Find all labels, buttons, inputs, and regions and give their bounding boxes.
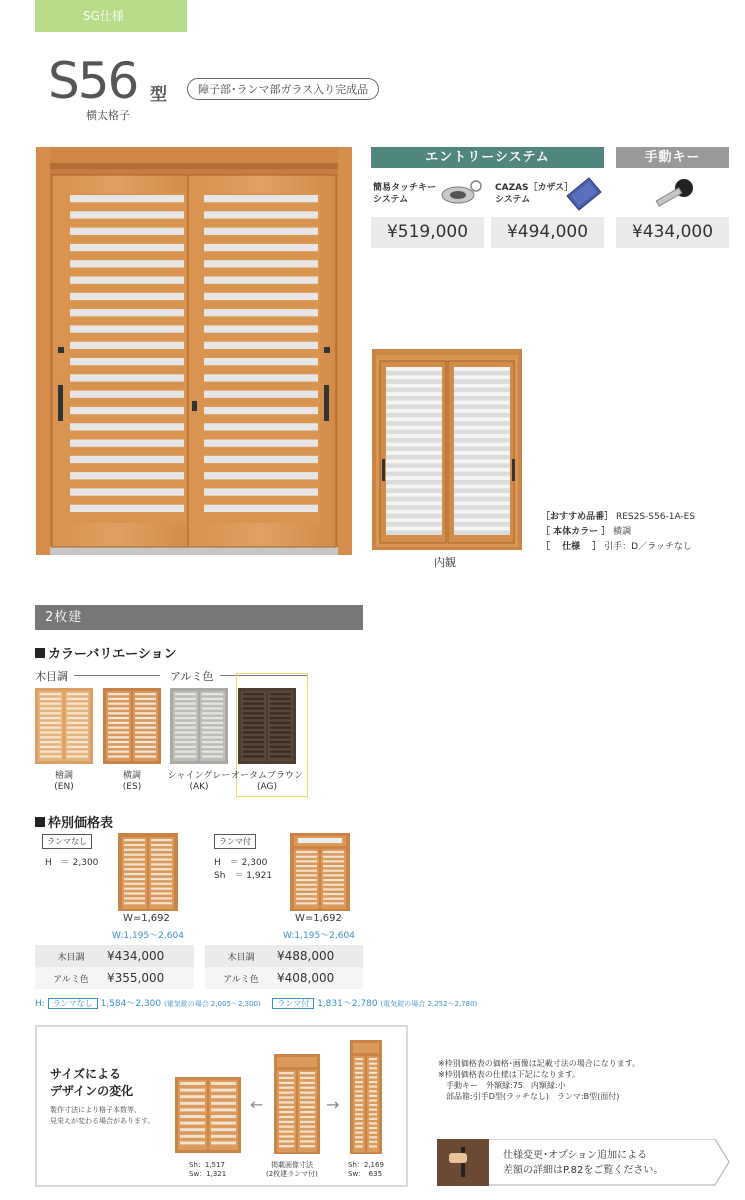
footnote-1: ※枠別価格表の価格･画像は記載寸法の場合になります。 [438, 1059, 641, 1068]
color-variation-heading [35, 643, 177, 662]
touch-key-label [373, 182, 436, 206]
option-info-line1: 仕様変更･オプション追加による [503, 1150, 648, 1161]
cazas-key-label [495, 182, 573, 206]
tall-narrow-door-example [350, 1040, 382, 1154]
color-swatch-label [228, 771, 306, 793]
price-manual-key: ¥434,000 [616, 217, 729, 248]
spec-spec-label: ［ 仕様 ］ [541, 542, 602, 552]
manual-key-header: 手動キー [616, 147, 729, 168]
size-change-desc-line1: 製作寸法により格子本数等、 [50, 1106, 141, 1114]
height-note-elec-with-transom: (電気錠の場合 2,252～2,780) [380, 1000, 478, 1008]
standard-door-caption-line1: 掲載画像寸法 [270, 1161, 313, 1169]
spec-recommended [541, 509, 695, 522]
right-height: H ＝ 2,300 [214, 858, 268, 868]
spec-spec-value: 引手：D／ラッチなし [604, 542, 692, 552]
section-title-bar: 2枚建 [35, 605, 363, 630]
color-swatch-2[interactable] [170, 688, 228, 764]
right-row-wood-value: ¥488,000 [277, 949, 335, 963]
color-swatch-code: (ES) [122, 782, 142, 792]
footnotes [438, 1058, 640, 1102]
standard-door-example [274, 1054, 320, 1154]
with-transom-tag: ランマ付 [214, 834, 256, 849]
height-note-tag-with-transom: ランマ付 [272, 998, 314, 1009]
size-change-description [50, 1105, 154, 1127]
color-swatch-1[interactable] [103, 688, 161, 764]
footnote-3: 手動キー 外額縁:75 内額縁:小 [438, 1081, 566, 1090]
color-swatch-label [25, 771, 103, 793]
left-row-wood-label: 木目調 [57, 953, 85, 963]
price-table-heading [35, 812, 113, 831]
right-row-alu [205, 967, 363, 989]
spec-body-color [541, 524, 631, 537]
height-note-tag-no-transom: ランマなし [48, 998, 98, 1009]
cazas-key-label-line1: CAZAS［カザス］ [495, 183, 574, 193]
left-row-alu-value: ¥355,000 [107, 971, 165, 985]
price-table-heading-text: 枠別価格表 [48, 816, 114, 831]
spec-spec [541, 539, 692, 552]
height-note-prefix: H: [35, 999, 45, 1009]
size-change-title-line1: サイズによる [50, 1067, 122, 1081]
left-width-range: W:1,195～2,604 [112, 931, 184, 941]
size-change-desc-line2: 見栄えが変わる場合があります。 [50, 1117, 155, 1125]
model-number: S56 [48, 52, 138, 110]
group-wood-label: 木目調 [35, 670, 68, 683]
left-row-alu [35, 967, 194, 989]
no-transom-door-thumbnail [118, 833, 178, 911]
color-swatch-3[interactable] [238, 688, 296, 764]
left-row-wood [35, 945, 194, 967]
touch-key-label-line2: システム [373, 195, 409, 205]
option-info-text [503, 1148, 663, 1178]
right-width: W=1,692 [295, 913, 342, 924]
size-change-title [50, 1066, 133, 1100]
spec-tab: SG仕様 [35, 0, 187, 32]
cazas-card-icon [563, 174, 605, 214]
spec-body-color-value: 横調 [613, 527, 632, 537]
wide-door-example [175, 1077, 241, 1153]
spec-recommended-label: ［おすすめ品番］ [541, 512, 614, 522]
model-subtitle: 横太格子 [86, 109, 130, 122]
option-info-line2: 差額の詳細はP.82をご覧ください。 [503, 1165, 664, 1176]
height-range-note [35, 996, 477, 1009]
color-swatch-code: (AK) [189, 782, 209, 792]
left-height: H ＝ 2,300 [45, 858, 99, 868]
door-exterior-image [36, 147, 352, 555]
price-touch-key: ¥519,000 [371, 217, 484, 248]
touch-key-label-line1: 簡易タッチキー [373, 183, 437, 193]
spec-body-color-label: ［ 本体カラー ］ [541, 527, 611, 537]
no-transom-tag: ランマなし [42, 834, 92, 849]
cazas-key-label-line2: システム [495, 195, 531, 205]
model-suffix: 型 [150, 85, 167, 105]
height-note-elec-no-transom: (電気錠の場合 2,005～2,300) [163, 1000, 261, 1008]
color-swatch-name: 檜調 [54, 771, 73, 781]
left-row-wood-value: ¥434,000 [107, 949, 165, 963]
arrow-right-icon: → [326, 1095, 340, 1114]
group-wood-divider [74, 675, 160, 676]
arrow-left-icon: ← [250, 1095, 264, 1114]
interior-caption: 内観 [434, 556, 456, 569]
standard-door-caption [266, 1161, 318, 1179]
color-variation-heading-text: カラーバリエーション [48, 647, 177, 662]
standard-door-caption-line2: (2枚建ランマ付) [266, 1170, 318, 1178]
color-swatch-0[interactable] [35, 688, 93, 764]
right-width-range: W:1,195～2,604 [283, 931, 355, 941]
left-row-alu-label: アルミ色 [53, 975, 89, 985]
wide-door-caption [189, 1161, 226, 1179]
color-swatch-code: (EN) [54, 782, 74, 792]
color-swatch-label [160, 771, 238, 793]
group-alu-label: アルミ色 [170, 670, 214, 683]
right-transom-height: Sh ＝ 1,921 [214, 871, 273, 881]
door-interior-image [372, 349, 522, 550]
color-swatch-name: オータムブラウン [230, 771, 303, 781]
height-note-range-no-transom: 1,584～2,300 [100, 999, 162, 1009]
tall-door-caption-sh: Sh：2,169 [348, 1161, 384, 1169]
model-description-badge: 障子部･ランマ部ガラス入り完成品 [187, 78, 379, 100]
manual-key-icon [650, 176, 698, 212]
footnote-2: ※枠別価格表の仕様は下記になります。 [438, 1070, 581, 1079]
left-width: W=1,692 [123, 913, 170, 924]
height-note-range-with-transom: 1,831～2,780 [317, 999, 378, 1009]
price-cazas: ¥494,000 [491, 217, 604, 248]
with-transom-door-thumbnail [290, 833, 350, 911]
spec-recommended-value: RES2S-S56-1A-ES [615, 512, 696, 522]
color-swatch-name: 横調 [122, 771, 141, 781]
color-swatch-name: シャイングレー [167, 771, 231, 781]
wide-door-caption-sw: Sw：1,321 [189, 1170, 227, 1178]
tall-door-caption [348, 1161, 384, 1179]
color-swatch-code: (AG) [257, 782, 277, 792]
entry-system-header: エントリーシステム [371, 147, 604, 168]
right-row-wood-label: 木目調 [227, 953, 255, 963]
right-row-alu-label: アルミ色 [223, 975, 259, 985]
size-change-title-line2: デザインの変化 [50, 1084, 134, 1098]
footnote-4: 部品箱:引手D型(ラッチなし) ランマ:B型(面付) [438, 1092, 620, 1101]
right-row-alu-value: ¥408,000 [277, 971, 335, 985]
right-row-wood [205, 945, 363, 967]
tall-door-caption-sw: Sw： 635 [348, 1170, 383, 1178]
touch-key-fob-icon [440, 178, 484, 208]
wide-door-caption-sh: Sh：1,517 [189, 1161, 225, 1169]
